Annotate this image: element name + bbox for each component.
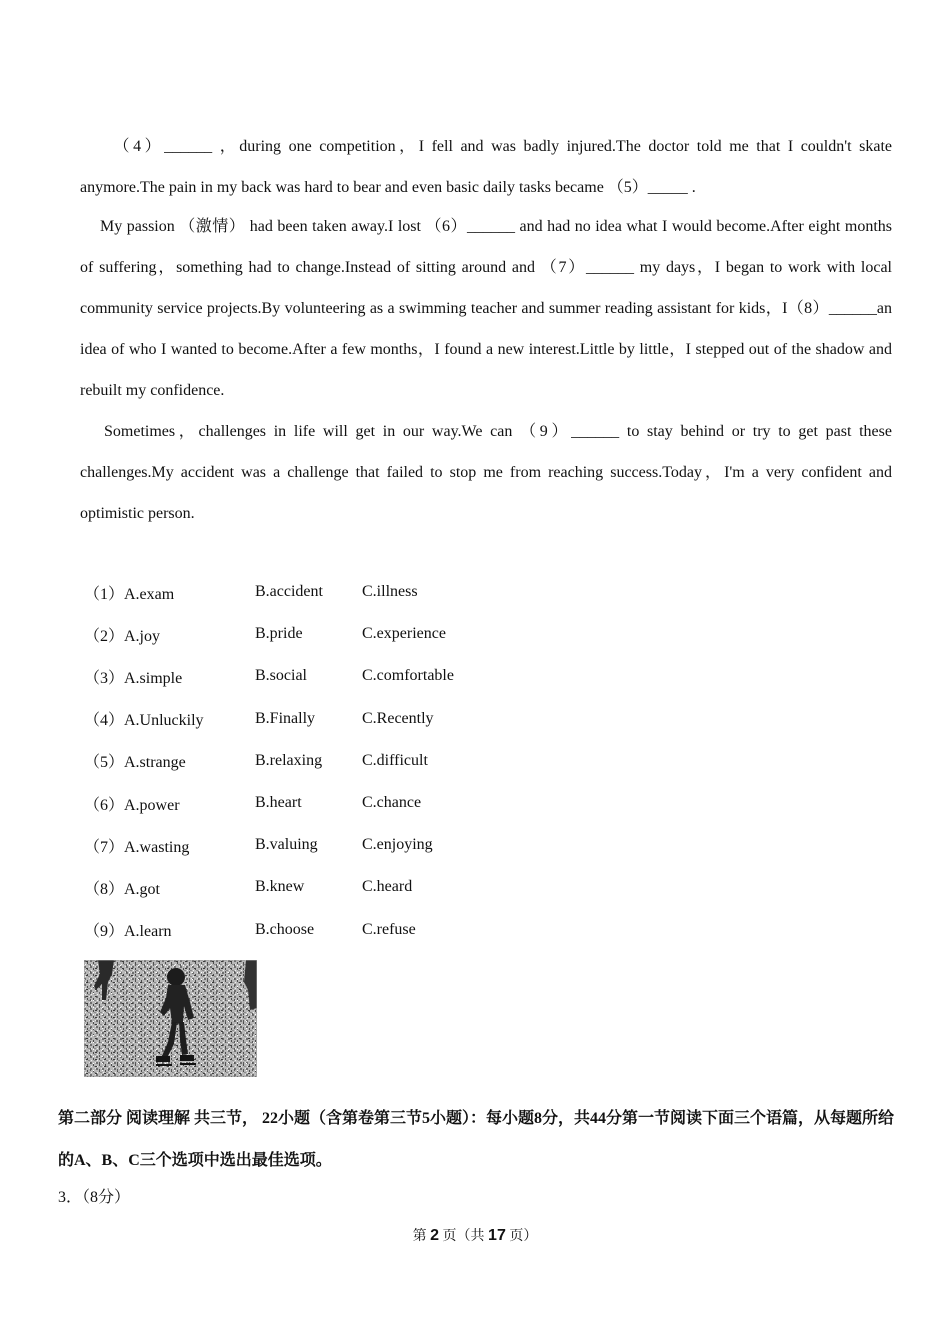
footer-middle: 页（共 — [442, 1229, 485, 1244]
option-row — [84, 824, 512, 866]
page-footer — [0, 1224, 950, 1249]
option-c: C.enjoying — [362, 836, 433, 854]
footer-total-pages: 17 — [488, 1227, 506, 1244]
option-b: B.heart — [255, 794, 302, 812]
option-b: B.pride — [255, 625, 303, 643]
option-c: C.Recently — [362, 709, 434, 727]
option-c: C.comfortable — [362, 667, 454, 685]
option-c: C.refuse — [362, 920, 416, 938]
option-a: （5）A.strange — [84, 754, 186, 772]
question-number: 3．（8分） — [58, 1189, 131, 1206]
passage-paragraph-1-text: （4）______ ，during one competition，I fell and was badly injured.The doctor told me that I couldn't skate anymore.The pain in my back was hard to bear and even basic daily tasks became （5）_____ . — [80, 138, 892, 196]
option-a: （6）A.power — [84, 796, 180, 814]
footer-prefix: 第 — [412, 1229, 427, 1244]
section-heading: 第二部分 阅读理解 共三节， 22小题（含第卷第三节5小题）：每小题8分，共44分第一节阅读下面三个语篇，从每题所给的A、B、C三个选项中选出最佳选项。 — [58, 1110, 895, 1169]
option-row — [84, 698, 512, 740]
option-a: （1）A.exam — [84, 585, 175, 603]
option-row — [84, 613, 512, 655]
footer-suffix: 页） — [509, 1229, 538, 1244]
option-a: （8）A.got — [84, 880, 161, 898]
option-row — [84, 909, 512, 951]
option-row — [84, 740, 512, 782]
option-b: B.valuing — [255, 836, 318, 854]
option-c: C.difficult — [362, 751, 428, 769]
option-a: （7）A.wasting — [84, 838, 190, 856]
option-b: B.relaxing — [255, 751, 323, 769]
option-row — [84, 571, 512, 613]
option-row — [84, 866, 512, 908]
passage-paragraph-3-text: Sometimes，challenges in life will get in our way.We can （9）______ to stay behind or try to get past these challenges.My accident was a challenge that failed to stop me from reaching success.Today，I'm a very confident and optimistic person. — [80, 423, 892, 522]
option-a: （9）A.learn — [84, 923, 172, 941]
option-row — [84, 655, 512, 697]
option-b: B.social — [255, 667, 307, 685]
option-b: B.knew — [255, 878, 305, 896]
option-c: C.illness — [362, 583, 418, 601]
option-c: C.heard — [362, 878, 413, 896]
options-table — [84, 571, 512, 951]
option-a: （3）A.simple — [84, 669, 183, 687]
footer-page-number: 2 — [430, 1227, 440, 1244]
passage-paragraph-1 — [80, 126, 892, 208]
skater-photo — [84, 960, 257, 1077]
option-a: （4）A.Unluckily — [84, 712, 204, 730]
passage-paragraph-2 — [80, 206, 892, 411]
option-c: C.chance — [362, 794, 422, 812]
option-b: B.accident — [255, 583, 323, 601]
option-b: B.Finally — [255, 709, 316, 727]
option-row — [84, 782, 512, 824]
option-c: C.experience — [362, 625, 446, 643]
passage-paragraph-3 — [80, 411, 892, 534]
option-a: （2）A.joy — [84, 627, 161, 645]
option-b: B.choose — [255, 920, 315, 938]
passage-paragraph-2-text: My passion （激情） had been taken away.I lost （6）______ and had no idea what I would become.After eight months of suffering，something had to change.Instead of sitting around and （7）______ my days，I began to work with local community service projects.By volunteering as a swimming teacher and summer reading assistant for kids，I（8）______an idea of who I wanted to become.After a few months，I found a new interest.Little by little，I stepped out of the shadow and rebuilt my confidence. — [80, 218, 893, 399]
